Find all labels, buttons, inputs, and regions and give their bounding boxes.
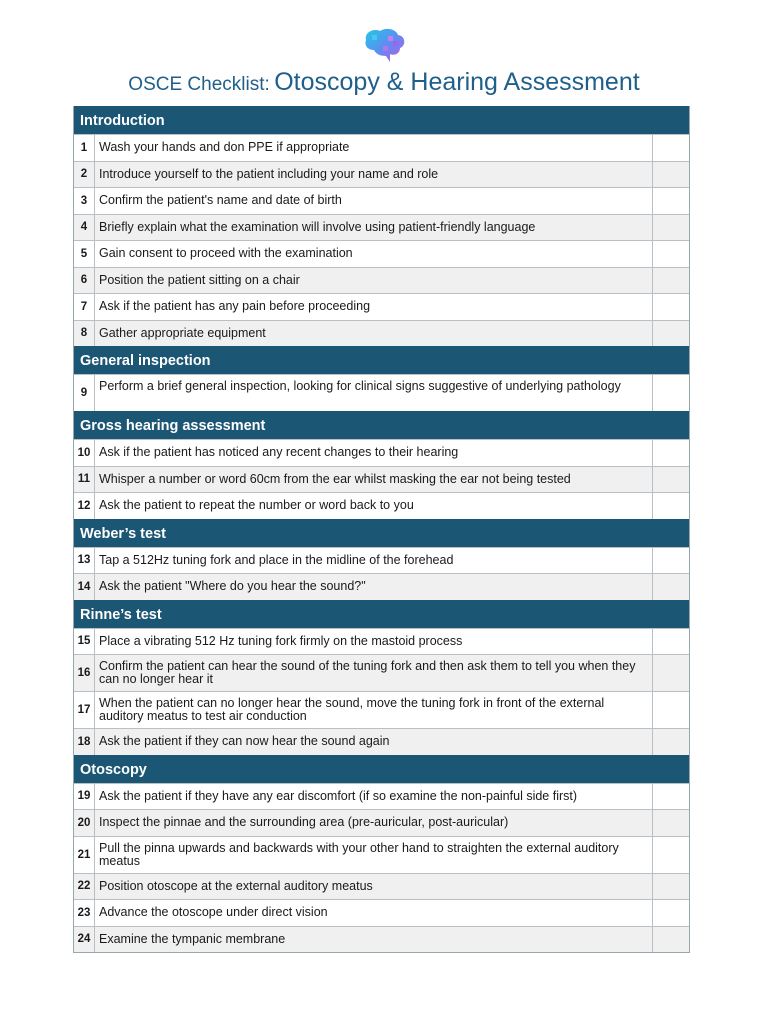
checklist-row bbox=[74, 836, 689, 873]
item-checkbox[interactable] bbox=[653, 837, 689, 873]
item-text: Ask if the patient has noticed any recent changes to their hearing bbox=[95, 440, 653, 466]
item-text: Position otoscope at the external auditory meatus bbox=[95, 874, 653, 900]
item-text: Confirm the patient can hear the sound of the tuning fork and then ask them to tell you when they can no longer hear it bbox=[95, 655, 653, 691]
item-text: Ask the patient if they have any ear discomfort (if so examine the non-painful side first) bbox=[95, 784, 653, 810]
item-text: Briefly explain what the examination will involve using patient-friendly language bbox=[95, 215, 653, 241]
item-number: 21 bbox=[74, 837, 95, 873]
item-text: When the patient can no longer hear the sound, move the tuning fork in front of the external auditory meatus to test air conduction bbox=[95, 692, 653, 728]
item-text: Inspect the pinnae and the surrounding area (pre-auricular, post-auricular) bbox=[95, 810, 653, 836]
item-number: 23 bbox=[74, 900, 95, 926]
section-header: Introduction bbox=[74, 106, 689, 134]
item-checkbox[interactable] bbox=[653, 927, 689, 953]
item-text: Place a vibrating 512 Hz tuning fork firmly on the mastoid process bbox=[95, 629, 653, 655]
item-text: Whisper a number or word 60cm from the ear whilst masking the ear not being tested bbox=[95, 467, 653, 493]
checklist-row bbox=[74, 809, 689, 836]
item-checkbox[interactable] bbox=[653, 655, 689, 691]
item-text: Tap a 512Hz tuning fork and place in the midline of the forehead bbox=[95, 548, 653, 574]
item-number: 19 bbox=[74, 784, 95, 810]
item-number: 5 bbox=[74, 241, 95, 267]
section-items bbox=[74, 628, 689, 755]
checklist-row bbox=[74, 873, 689, 900]
item-checkbox[interactable] bbox=[653, 810, 689, 836]
checklist-row bbox=[74, 161, 689, 188]
checklist-row bbox=[74, 214, 689, 241]
page-title bbox=[0, 68, 768, 97]
item-checkbox[interactable] bbox=[653, 574, 689, 600]
checklist-row bbox=[74, 547, 689, 574]
section-header: Gross hearing assessment bbox=[74, 411, 689, 439]
item-number: 6 bbox=[74, 268, 95, 294]
checklist-row bbox=[74, 573, 689, 600]
item-text: Introduce yourself to the patient including your name and role bbox=[95, 162, 653, 188]
checklist-row bbox=[74, 654, 689, 691]
checklist-row bbox=[74, 293, 689, 320]
section-header: Otoscopy bbox=[74, 755, 689, 783]
item-number: 24 bbox=[74, 927, 95, 953]
section-items bbox=[74, 374, 689, 411]
item-checkbox[interactable] bbox=[653, 548, 689, 574]
item-text: Perform a brief general inspection, looking for clinical signs suggestive of underlying pathology bbox=[95, 375, 653, 411]
item-checkbox[interactable] bbox=[653, 729, 689, 755]
item-text: Position the patient sitting on a chair bbox=[95, 268, 653, 294]
checklist-row bbox=[74, 320, 689, 347]
item-checkbox[interactable] bbox=[653, 268, 689, 294]
item-checkbox[interactable] bbox=[653, 294, 689, 320]
item-checkbox[interactable] bbox=[653, 188, 689, 214]
item-number: 3 bbox=[74, 188, 95, 214]
checklist-row bbox=[74, 134, 689, 161]
checklist-row bbox=[74, 926, 689, 953]
checklist-row bbox=[74, 466, 689, 493]
item-checkbox[interactable] bbox=[653, 375, 689, 411]
section-header: General inspection bbox=[74, 346, 689, 374]
item-checkbox[interactable] bbox=[653, 692, 689, 728]
item-checkbox[interactable] bbox=[653, 900, 689, 926]
item-number: 1 bbox=[74, 135, 95, 161]
item-number: 8 bbox=[74, 321, 95, 347]
item-text: Ask the patient to repeat the number or word back to you bbox=[95, 493, 653, 519]
checklist-row bbox=[74, 492, 689, 519]
checklist-table bbox=[73, 106, 690, 953]
item-checkbox[interactable] bbox=[653, 135, 689, 161]
section-header: Rinne’s test bbox=[74, 600, 689, 628]
item-text: Gain consent to proceed with the examination bbox=[95, 241, 653, 267]
item-checkbox[interactable] bbox=[653, 629, 689, 655]
item-checkbox[interactable] bbox=[653, 467, 689, 493]
item-text: Gather appropriate equipment bbox=[95, 321, 653, 347]
checklist-row bbox=[74, 728, 689, 755]
item-number: 17 bbox=[74, 692, 95, 728]
item-text: Advance the otoscope under direct vision bbox=[95, 900, 653, 926]
item-number: 7 bbox=[74, 294, 95, 320]
checklist-row bbox=[74, 439, 689, 466]
item-number: 18 bbox=[74, 729, 95, 755]
section-items bbox=[74, 439, 689, 519]
item-number: 11 bbox=[74, 467, 95, 493]
checklist-row bbox=[74, 240, 689, 267]
item-number: 16 bbox=[74, 655, 95, 691]
item-checkbox[interactable] bbox=[653, 874, 689, 900]
checklist-row bbox=[74, 899, 689, 926]
item-number: 10 bbox=[74, 440, 95, 466]
section-items bbox=[74, 783, 689, 953]
item-number: 14 bbox=[74, 574, 95, 600]
item-number: 9 bbox=[74, 375, 95, 411]
section-header: Weber’s test bbox=[74, 519, 689, 547]
item-checkbox[interactable] bbox=[653, 321, 689, 347]
item-text: Ask if the patient has any pain before proceeding bbox=[95, 294, 653, 320]
checklist-row bbox=[74, 783, 689, 810]
item-text: Wash your hands and don PPE if appropriate bbox=[95, 135, 653, 161]
brain-logo-icon bbox=[360, 26, 408, 66]
item-text: Ask the patient if they can now hear the sound again bbox=[95, 729, 653, 755]
item-number: 2 bbox=[74, 162, 95, 188]
checklist-row bbox=[74, 691, 689, 728]
item-text: Examine the tympanic membrane bbox=[95, 927, 653, 953]
section-items bbox=[74, 134, 689, 346]
item-checkbox[interactable] bbox=[653, 493, 689, 519]
checklist-row bbox=[74, 374, 689, 411]
item-checkbox[interactable] bbox=[653, 162, 689, 188]
item-checkbox[interactable] bbox=[653, 241, 689, 267]
item-checkbox[interactable] bbox=[653, 215, 689, 241]
item-checkbox[interactable] bbox=[653, 440, 689, 466]
title-main: Otoscopy & Hearing Assessment bbox=[274, 68, 640, 96]
item-number: 20 bbox=[74, 810, 95, 836]
item-number: 22 bbox=[74, 874, 95, 900]
item-text: Confirm the patient's name and date of birth bbox=[95, 188, 653, 214]
section-items bbox=[74, 547, 689, 600]
title-prefix: OSCE Checklist: bbox=[128, 74, 270, 95]
item-number: 13 bbox=[74, 548, 95, 574]
item-number: 15 bbox=[74, 629, 95, 655]
item-number: 12 bbox=[74, 493, 95, 519]
checklist-row bbox=[74, 628, 689, 655]
item-text: Ask the patient "Where do you hear the sound?" bbox=[95, 574, 653, 600]
item-text: Pull the pinna upwards and backwards with your other hand to straighten the external auditory meatus bbox=[95, 837, 653, 873]
item-checkbox[interactable] bbox=[653, 784, 689, 810]
checklist-row bbox=[74, 267, 689, 294]
checklist-row bbox=[74, 187, 689, 214]
item-number: 4 bbox=[74, 215, 95, 241]
